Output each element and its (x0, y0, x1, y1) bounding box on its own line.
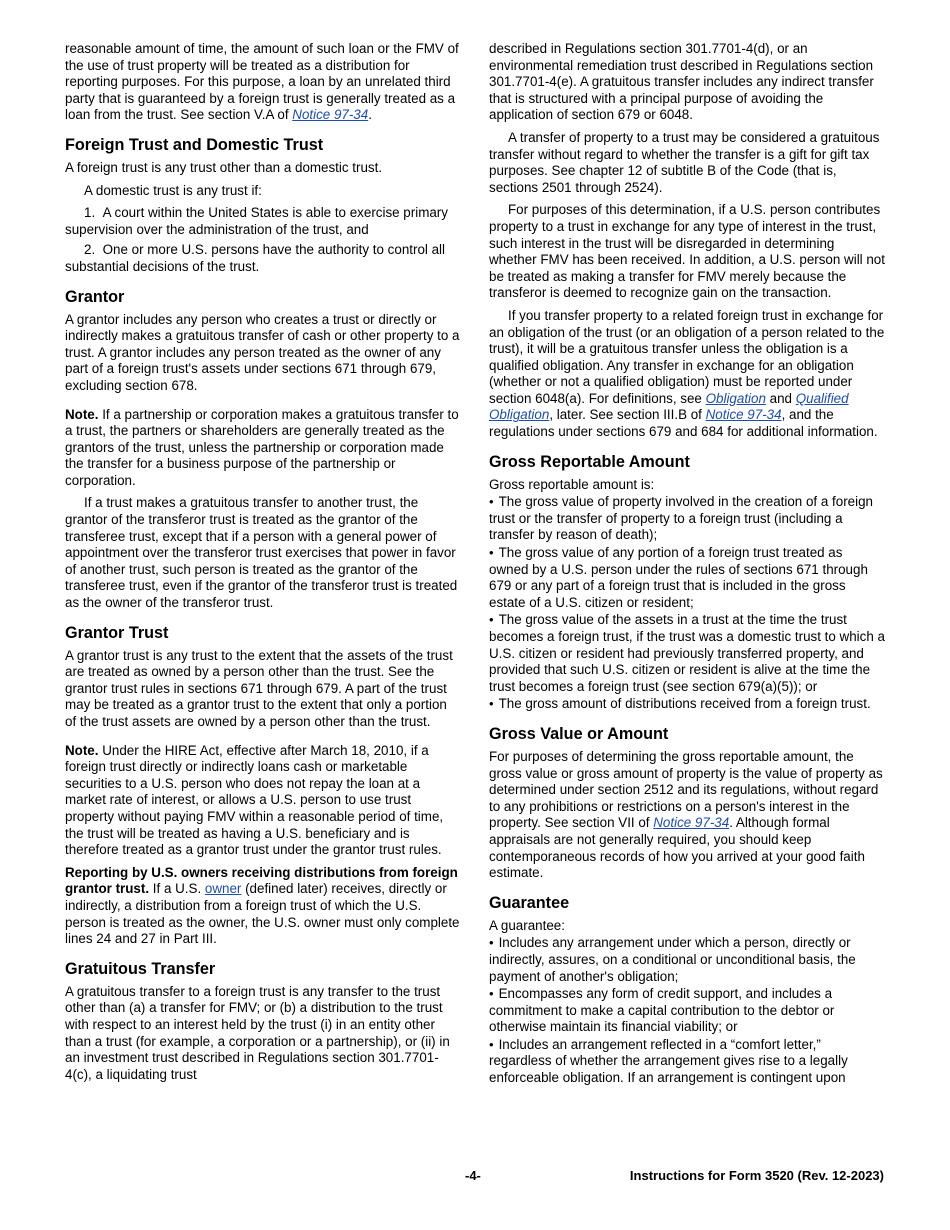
paragraph: For purposes of this determination, if a U.S. person contributes property to a trust in exchange for any type of interest in the trust, such interest in the trust will be disregarded in determining whether FMV has been received. In addition, a U.S. person will not be treated as making a transfer for FMV merely because the transferor is deemed to recognize gain on the transaction. (489, 202, 885, 301)
qualified-obligation-link[interactable]: Qualified Obligation (489, 390, 849, 423)
heading-foreign-domestic-trust: Foreign Trust and Domestic Trust (65, 135, 324, 154)
page-number: -4- (465, 1168, 481, 1183)
list-item: • The gross value of the assets in a trust at the time the trust becomes a foreign trust, if the trust was a domestic trust to which a U.S. citizen or resident had previously transferred property, and provided that such U.S. citizen or resident is alive at the time the trust becomes a foreign trust (see section 679(a)(5)); or (489, 612, 885, 695)
paragraph: A grantor trust is any trust to the extent that the assets of the trust are treated as owned by a person other than the trust. See the grantor trust rules in sections 671 through 679. A part of the trust may be treated as a grantor trust to the extent that only a portion of the trust assets are owned by a person other than the trust. (65, 647, 453, 729)
list-item: • Includes any arrangement under which a person, directly or indirectly, assures, on a conditional or unconditional basis, the payment of another's obligation; (489, 935, 885, 985)
paragraph: Gross reportable amount is: (489, 476, 655, 492)
notice-97-34-link[interactable]: Notice 97-34 (705, 407, 782, 423)
numbered-item: 2. One or more U.S. persons have the authority to control all substantial decisions of the trust. (65, 242, 445, 274)
notice-97-34-link[interactable]: Notice 97-34 (653, 815, 730, 831)
left-column (65, 41, 461, 1089)
heading-grantor-trust: Grantor Trust (65, 623, 169, 642)
note: Note. Under the HIRE Act, effective after March 18, 2010, if a foreign trust directly or indirectly loans cash or marketable securities to a U.S. person who does not repay the loan at a market rate of interest, or allows a U.S. person to use trust property without paying FMV within a reasonable period of time, the trust will be treated as having a U.S. beneficiary and is therefore treated as a grantor trust under the grantor trust rules. (65, 742, 444, 858)
owner-link[interactable]: owner (204, 881, 242, 897)
paragraph: For purposes of determining the gross reportable amount, the gross value or gross amount of property is the value of property as determined under section 2512 and its regulations, without regard to any prohibitions or restrictions on a person's interest in the property. See section VII of Notice 97-34. Although formal appraisals are not generally required, you should keep contemporaneous records of how you arrived at your good faith estimate. (489, 748, 883, 881)
paragraph: reasonable amount of time, the amount of such loan or the FMV of the use of trust property will be treated as a distribution for reporting purposes. For this purpose, a loan by an unrelated third party that is guaranteed by a foreign trust is generally treated as a loan from the trust. See section V.A of Notice 97-34. (65, 41, 459, 123)
heading-gross-reportable-amount: Gross Reportable Amount (489, 452, 690, 471)
footer-title: Instructions for Form 3520 (Rev. 12-2023) (629, 1168, 884, 1183)
right-column (489, 41, 885, 1088)
paragraph: A foreign trust is any trust other than a domestic trust. (65, 159, 383, 175)
note: Note. If a partnership or corporation makes a gratuitous transfer to a trust, the partners or shareholders are generally treated as the grantors of the trust, unless the partnership or corporation made the transfer for a business purpose of the partnership or corporation. (65, 406, 459, 488)
paragraph: If you transfer property to a related foreign trust in exchange for an obligation of the trust (or an obligation of a person related to the trust), it will be a gratuitous transfer unless the obligation is a qualified obligation. Any transfer in exchange for an obligation (whether or not a qualified obligation) must be reported under section 6048(a). For definitions, see Obligation and Qualified Obligation, later. See section III.B of Notice 97-34, and the regulations under sections 679 and 684 for additional information. (489, 307, 885, 440)
notice-97-34-link[interactable]: Notice 97-34 (292, 107, 369, 123)
list-item: • The gross amount of distributions received from a foreign trust. (489, 696, 885, 713)
numbered-item: 1. A court within the United States is able to exercise primary supervision over the administration of the trust, and (65, 205, 448, 237)
list-item: • The gross value of any portion of a foreign trust treated as owned by a U.S. person under the rules of sections 671 through 679 or any part of a foreign trust that is included in the gross estate of a U.S. citizen or resident; (489, 545, 885, 611)
list-item: • Encompasses any form of credit support, and includes a commitment to make a capital contribution to the debtor or otherwise maintain its financial viability; or (489, 986, 885, 1036)
paragraph: If a trust makes a gratuitous transfer to another trust, the grantor of the transferor trust is treated as the grantor of the transferee trust, except that if a person with a general power of appointment over the transferor trust exercises that power in favor of another trust, such person is treated as the grantor of the transferee trust, even if the grantor of the transferor trust is treated as the owner of the transferor trust. (65, 495, 458, 611)
heading-gross-value-or-amount: Gross Value or Amount (489, 724, 669, 743)
heading-guarantee: Guarantee (489, 893, 570, 912)
paragraph: A grantor includes any person who creates a trust or directly or indirectly makes a gratuitous transfer of cash or other property to a trust. A grantor includes any person treated as the owner of any part of a foreign trust's assets under sections 671 through 679, excluding section 678. (65, 311, 460, 393)
list-item: • The gross value of property involved in the creation of a foreign trust or the transfer of property to a foreign trust (including a transfer by reason of death); (489, 494, 885, 544)
paragraph: A domestic trust is any trust if: (84, 182, 262, 198)
paragraph: A transfer of property to a trust may be considered a gratuitous transfer without regard to whether the transfer is a gift for gift tax purposes. See chapter 12 of subtitle B of the Code (that is, sections 2501 through 2524). (489, 129, 880, 195)
paragraph: A guarantee: (489, 917, 565, 933)
list-item: • Includes an arrangement reflected in a “comfort letter,” regardless of whether the arrangement gives rise to a legally enforceable obligation. If an arrangement is contingent upon (489, 1037, 885, 1087)
heading-grantor: Grantor (65, 287, 125, 306)
paragraph: A gratuitous transfer to a foreign trust is any transfer to the trust other than (a) a transfer for FMV; or (b) a distribution to the trust with respect to an interest held by the trust (i) in an entity other than a trust (for example, a corporation or a partnership), or (ii) in an investment trust described in Regulations section 301.7701-4(c), a liquidating trust (65, 983, 450, 1082)
paragraph: Reporting by U.S. owners receiving distributions from foreign grantor trust. If a U.S. owner (defined later) receives, directly or indirectly, a distribution from a foreign trust of which the U.S. person is treated as the owner, the U.S. owner must only complete lines 24 and 27 in Part III. (65, 864, 460, 947)
heading-gratuitous-transfer: Gratuitous Transfer (65, 959, 216, 978)
obligation-link[interactable]: Obligation (705, 390, 766, 406)
paragraph: described in Regulations section 301.7701-4(d), or an environmental remediation trust described in Regulations section 301.7701-4(e). A gratuitous transfer includes any indirect transfer that is structured with a principal purpose of avoiding the application of section 679 or 6048. (489, 41, 874, 123)
